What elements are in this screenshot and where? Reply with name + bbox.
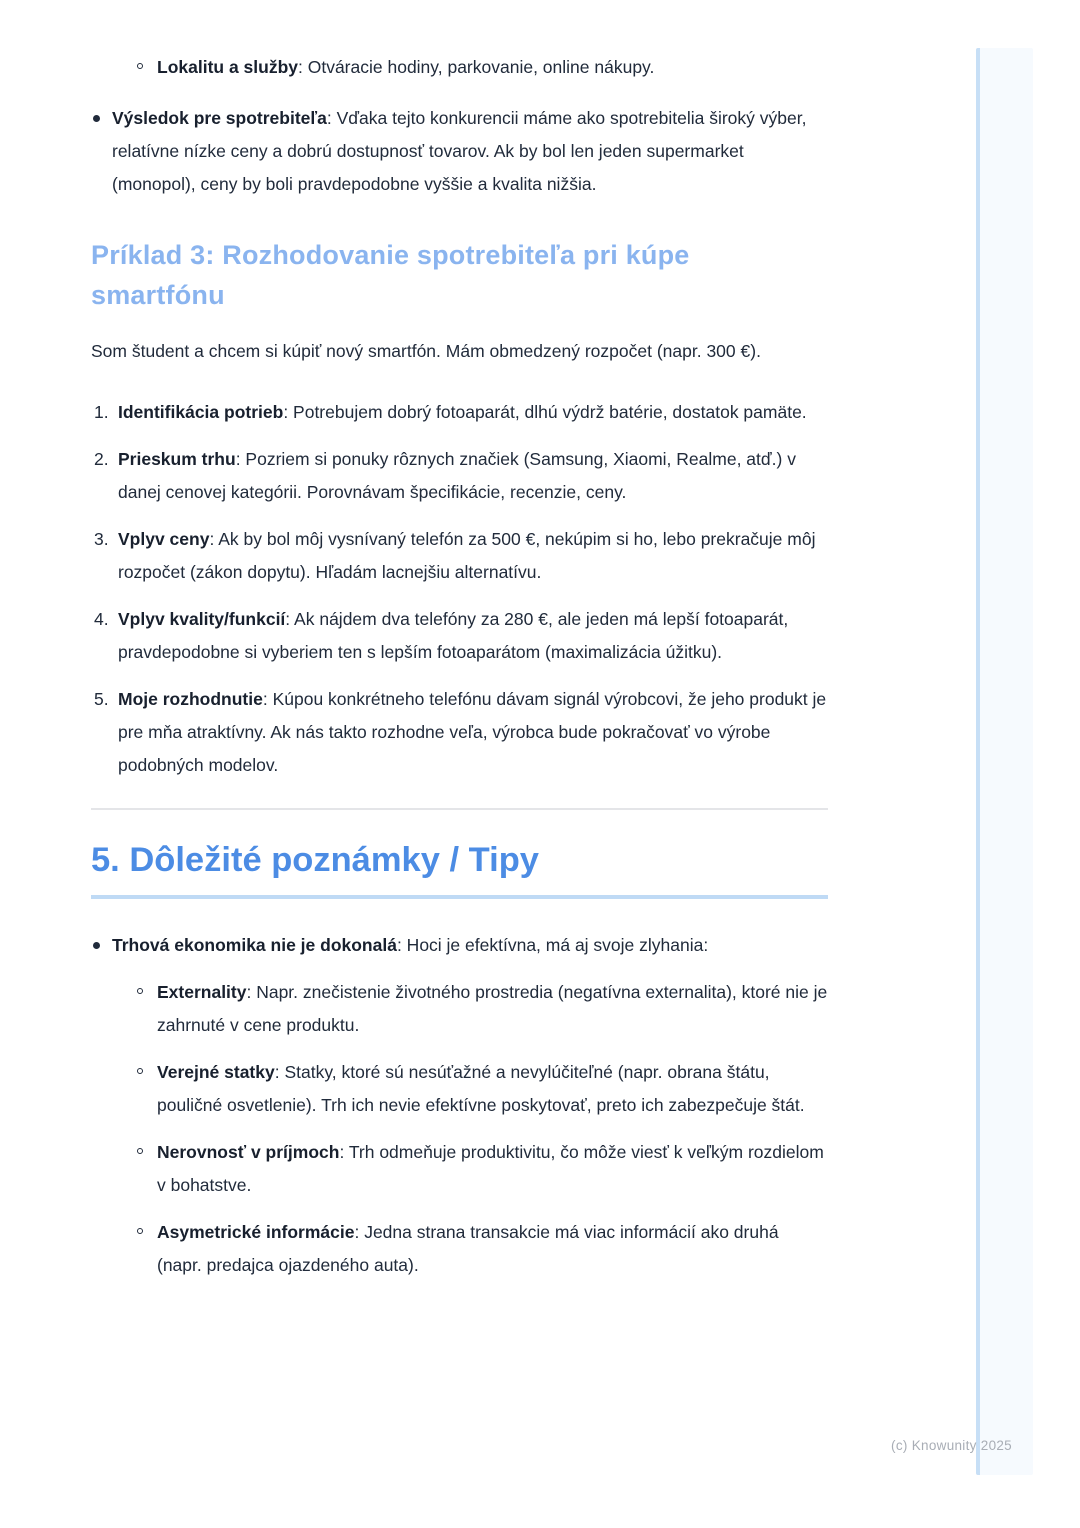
circle-bullet-icon xyxy=(137,988,143,994)
document-content xyxy=(91,51,828,1282)
item-number: 1. xyxy=(94,402,109,422)
list-item xyxy=(91,929,828,962)
circle-bullet-icon xyxy=(137,1068,143,1074)
circle-bullet-icon xyxy=(137,63,143,69)
list-item xyxy=(91,51,828,84)
list-item-text: : Napr. znečistenie životného prostredia (negatívna externalita), ktoré nie je zahrnuté v cene produktu. xyxy=(157,982,828,1035)
section-divider xyxy=(91,808,828,810)
footer-credit: (c) Knowunity 2025 xyxy=(891,1438,1012,1453)
item-number: 2. xyxy=(94,449,109,469)
list-item-lead: Identifikácia potrieb xyxy=(118,402,284,422)
list-item-text: : Pozriem si ponuky rôznych značiek (Samsung, Xiaomi, Realme, atď.) v danej cenovej kategórii. Porovnávam špecifikácie, recenzie, ceny. xyxy=(118,449,796,502)
example-intro-paragraph: Som študent a chcem si kúpiť nový smartfón. Mám obmedzený rozpočet (napr. 300 €). xyxy=(91,341,761,361)
list-item-lead: Externality xyxy=(157,982,247,1002)
list-item-text: : Jedna strana transakcie má viac informácií ako druhá (napr. predajca ojazdeného auta). xyxy=(157,1222,779,1275)
list-item-lead: Výsledok pre spotrebiteľa xyxy=(112,108,327,128)
tips-sub-list xyxy=(91,976,828,1282)
section-heading: 5. Dôležité poznámky / Tipy xyxy=(91,840,828,899)
list-item xyxy=(91,1216,828,1282)
item-number: 4. xyxy=(94,609,109,629)
disc-bullet-icon xyxy=(93,115,100,122)
list-item-text: : Trh odmeňuje produktivitu, čo môže viesť k veľkým rozdielom v bohatstve. xyxy=(157,1142,824,1195)
item-number: 5. xyxy=(94,689,109,709)
list-item-text: : Potrebujem dobrý fotoaparát, dlhú výdrž batérie, dostatok pamäte. xyxy=(283,402,807,422)
list-item-text: : Statky, ktoré sú nesúťažné a nevylúčiteľné (napr. obrana štátu, pouličné osvetlenie). Trh ich nevie efektívne poskytovať, preto ich zabezpečuje štát. xyxy=(157,1062,805,1115)
numbered-item xyxy=(91,443,828,509)
list-item-lead: Nerovnosť v príjmoch xyxy=(157,1142,340,1162)
list-item-lead: Moje rozhodnutie xyxy=(118,689,263,709)
list-item-lead: Trhová ekonomika nie je dokonalá xyxy=(112,935,397,955)
list-item-lead: Vplyv kvality/funkcií xyxy=(118,609,286,629)
list-item-lead: Lokalitu a služby xyxy=(157,57,298,77)
list-item-text: : Kúpou konkrétneho telefónu dávam signál výrobcovi, že jeho produkt je pre mňa atraktívny. Ak nás takto rozhodne veľa, výrobca bude pokračovať vo výrobe podobných modelov. xyxy=(118,689,827,775)
list-item-text: : Otváracie hodiny, parkovanie, online nákupy. xyxy=(298,57,655,77)
list-item xyxy=(91,1136,828,1202)
list-item-lead: Verejné statky xyxy=(157,1062,275,1082)
scrollbar-track[interactable] xyxy=(976,48,1033,1475)
list-item-text: : Ak nájdem dva telefóny za 280 €, ale jeden má lepší fotoaparát, pravdepodobne si vyberiem ten s lepším fotoaparátom (maximalizácia úžitku). xyxy=(118,609,789,662)
list-item-lead: Prieskum trhu xyxy=(118,449,236,469)
numbered-item xyxy=(91,523,828,589)
numbered-item xyxy=(91,396,828,429)
disc-bullet-icon xyxy=(93,942,100,949)
list-item xyxy=(91,1056,828,1122)
list-item-lead: Asymetrické informácie xyxy=(157,1222,355,1242)
list-item-lead: Vplyv ceny xyxy=(118,529,210,549)
circle-bullet-icon xyxy=(137,1228,143,1234)
list-item-text: : Vďaka tejto konkurencii máme ako spotrebitelia široký výber, relatívne nízke ceny a dobrú dostupnosť tovarov. Ak by bol len jeden supermarket (monopol), ceny by boli pravdepodobne vyššie a kvalita nižšia. xyxy=(112,108,807,194)
tips-list xyxy=(91,929,828,1282)
circle-bullet-icon xyxy=(137,1148,143,1154)
item-number: 3. xyxy=(94,529,109,549)
example-heading: Príklad 3: Rozhodovanie spotrebiteľa pri kúpe smartfónu xyxy=(91,240,690,310)
numbered-item xyxy=(91,683,828,782)
steps-list xyxy=(91,396,828,782)
list-item-text: : Ak by bol môj vysnívaný telefón za 500 €, nekúpim si ho, lebo prekračuje môj rozpočet (zákon dopytu). Hľadám lacnejšiu alternatívu. xyxy=(118,529,816,582)
list-item xyxy=(91,102,828,201)
list-item xyxy=(91,976,828,1042)
list-item-text: : Hoci je efektívna, má aj svoje zlyhania: xyxy=(396,935,709,955)
numbered-item xyxy=(91,603,828,669)
